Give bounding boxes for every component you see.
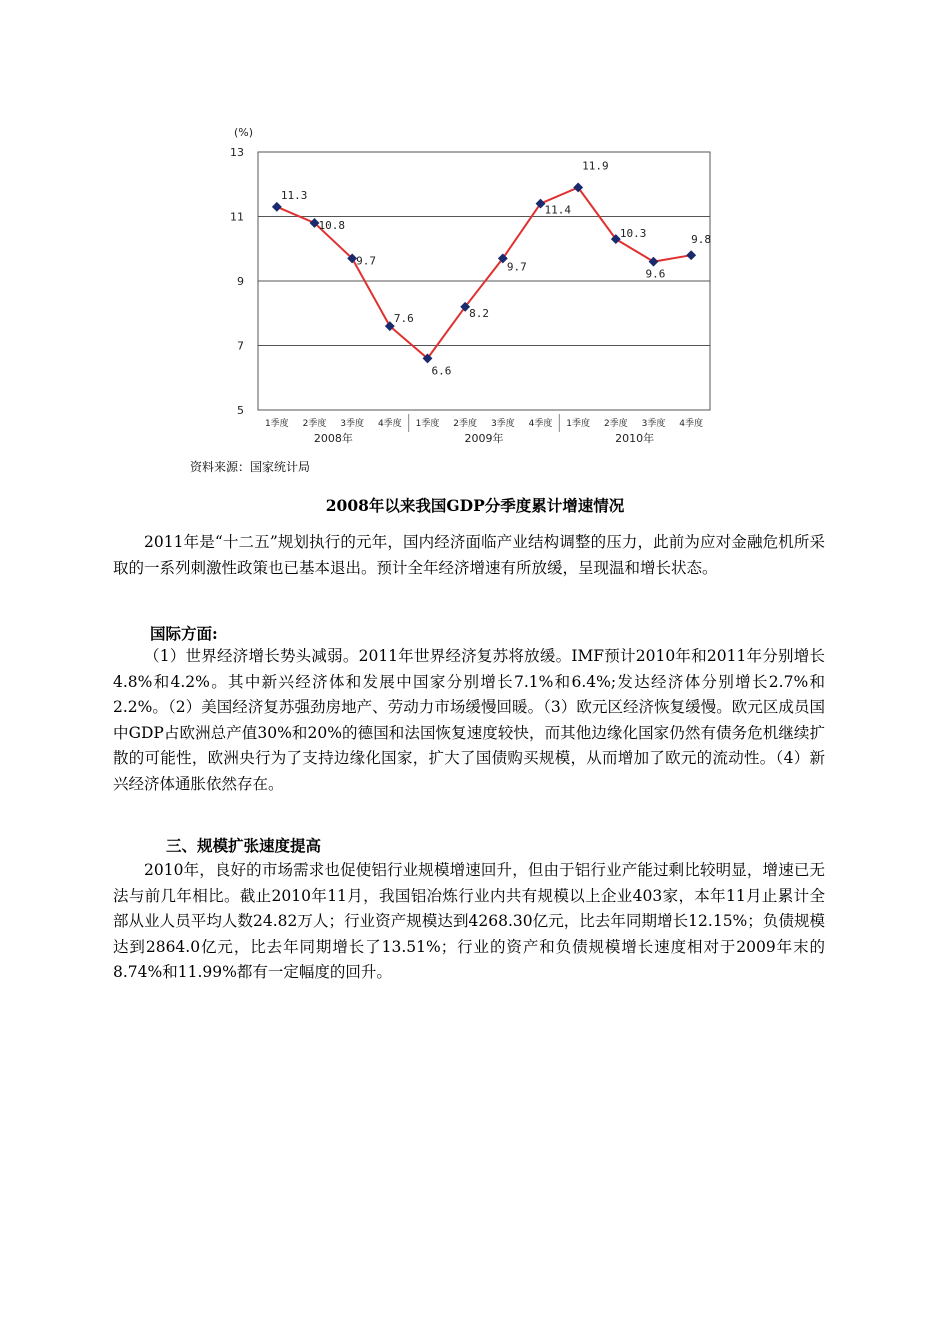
y-unit-label: (%)	[234, 126, 254, 139]
data-point-marker	[649, 257, 659, 267]
data-value-label: 9.7	[356, 254, 377, 268]
international-heading: 国际方面:	[150, 624, 218, 643]
x-tick-label: 1季度	[415, 419, 440, 429]
x-tick-label: 4季度	[377, 419, 402, 429]
y-tick-label: 7	[237, 339, 244, 353]
x-tick-label: 3季度	[641, 419, 666, 429]
y-axis-ticks	[230, 146, 244, 417]
data-value-label: 10.3	[619, 227, 647, 241]
x-tick-label: 4季度	[679, 419, 704, 429]
data-value-label: 8.2	[469, 306, 490, 320]
paragraph-outlook: 2011年是“十二五”规划执行的元年，国内经济面临产业结构调整的压力，此前为应对金融危机所采取的一系列刺激性政策也已基本退出。预计全年经济增速有所放缓，呈现温和增长状态。	[113, 533, 825, 577]
x-tick-label: 2季度	[603, 419, 628, 429]
x-axis-ticks	[265, 417, 703, 429]
y-tick-label: 9	[237, 275, 244, 288]
section-3-heading: 三、规模扩张速度提高	[166, 836, 322, 855]
data-value-label: 9.7	[506, 260, 527, 274]
x-tick-label: 2季度	[302, 419, 327, 429]
data-value-label: 9.6	[645, 267, 666, 281]
y-tick-label: 13	[230, 146, 244, 159]
paragraph-scale: 2010年，良好的市场需求也促使铝行业规模增速回升，但由于铝行业产能过剩比较明显，增速已无法与前几年相比。截止2010年11月，我国铝冶炼行业内共有规模以上企业403家，本年11月止累计全部从业人员平均人数24.82万人；行业资产规模达到4268.30亿元，比去年同期增长12.15%；负债规模达到2864.0亿元，比去年同期增长了13.51%；行业的资产和负债规模增长速度相对于2009年末的8.74%和11.99%都有一定幅度的回升。	[113, 861, 825, 981]
chart-svg	[200, 120, 720, 480]
data-value-label: 11.3	[280, 188, 308, 202]
data-value-label: 9.8	[691, 233, 712, 247]
x-tick-label: 3季度	[490, 419, 515, 429]
data-value-label: 11.9	[582, 159, 609, 173]
x-tick-label: 1季度	[264, 419, 289, 429]
x-tick-label: 4季度	[528, 419, 553, 429]
paragraph-international: （1）世界经济增长势头减弱。2011年世界经济复苏将放缓。IMF预计2010年和2011年分别增长4.8%和4.2%。其中新兴经济体和发展中国家分别增长7.1%和6.4%;发达经济体分别增长2.7%和2.2%。（2）美国经济复苏强劲房地产、劳动力市场缓慢回暖。（3）欧元区经济恢复缓慢。欧元区成员国中GDP占欧洲总产值30%和20%的德国和法国恢复速度较快，而其他边缘化国家仍然有债务危机继续扩散的可能性，欧洲央行为了支持边缘化国家，扩大了国债购买规模，从而增加了欧元的流动性。（4）新兴经济体通胀依然存在。	[113, 647, 825, 793]
x-tick-label: 2季度	[453, 419, 478, 429]
data-value-label: 7.6	[393, 312, 414, 326]
x-tick-label: 1季度	[566, 419, 591, 429]
gdp-growth-chart	[200, 120, 720, 480]
data-markers	[272, 183, 696, 364]
data-value-label: 11.4	[544, 203, 571, 217]
y-tick-label: 11	[230, 210, 244, 224]
year-label: 2010年	[615, 432, 655, 445]
year-label: 2008年	[313, 432, 353, 445]
data-value-label: 6.6	[431, 364, 452, 378]
data-point-marker	[686, 250, 696, 260]
year-label: 2009年	[464, 432, 504, 445]
chart-source: 资料来源：国家统计局	[190, 460, 311, 474]
data-value-label: 10.8	[318, 218, 345, 232]
y-tick-label: 5	[237, 404, 244, 417]
chart-caption: 2008年以来我国GDP分季度累计增速情况	[325, 496, 625, 515]
data-point-marker	[272, 202, 282, 212]
x-tick-label: 3季度	[340, 419, 365, 429]
series-line	[277, 187, 691, 358]
